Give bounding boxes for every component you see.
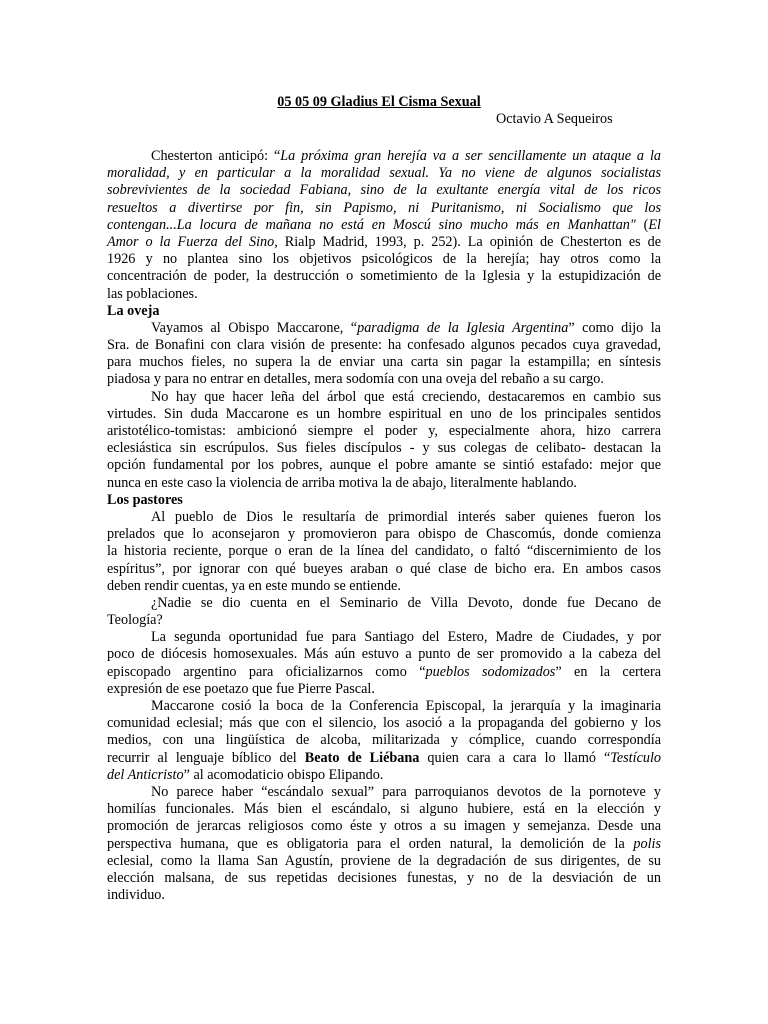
pastores-paragraph-1: Al pueblo de Dios le resultaría de primordial interés saber quienes fueron los prelados que lo aconsejaron y promovieron para obispo de Chascomús, donde comienza la historia reciente, porque o eran de la línea del candidato, o faltó “discernimiento de los espíritus”, por ignorar con qué bueyes araban o qué clase de bicho era. En ambos casos deben rendir cuentas, ya en este mundo se entiende. [107,508,661,594]
document-page [107,94,661,904]
intro-paragraph: Chesterton anticipó: “La próxima gran herejía va a ser sencillamente un ataque a la moralidad, y en particular a la moralidad sexual. Ya no viene de algunos socialistas sobrevivientes de la sociedad Fabiana, sino de la exultante energía vital de los ricos resueltos a divertirse por fin, sin Papismo, ni Puritanismo, ni Socialismo que los contengan...La locura de mañana no está en Moscú sino mucho más en Manhattan" (El Amor o la Fuerza del Sino, Rialp Madrid, 1993, p. 252). La opinión de Chesterton es de 1926 y no plantea sino los objetivos psicológicos de la herejía; hay otros como la concentración de poder, la destrucción o sometimiento de la Iglesia y la estupidización de las poblaciones. [107,148,661,302]
pastores-paragraph-4: Maccarone cosió la boca de la Conferencia Episcopal, la jerarquía y la imaginaria comunidad eclesial; más que con el silencio, los asoció a la propaganda del gobierno y los medios, con una lingüística de alcoba, militarizada y cómplice, cuando correspondía recurrir al lenguaje bíblico del Beato de Liébana quien cara a cara lo llamó “Testículo del Anticristo” al acomodaticio obispo Elipando. [107,698,661,783]
pastores-paragraph-5: No parece haber “escándalo sexual” para parroquianos devotos de la pornoteve y homilías funcionales. Más bien el escándalo, si alguno hubiere, está en la elección y promoción de jerarcas religiosos como éste y otros a su imagen y semejanza. Desde una perspectiva humana, que es obligatoria para el orden natural, la demolición de la polis eclesial, como la llama San Agustín, proviene de la degradación de sus dirigentes, de su elección malsana, de sus repetidas decisiones funestas, y no de la desviación de un individuo. [107,783,661,904]
section-heading-pastores: Los pastores [107,491,183,508]
oveja-paragraph-1: Vayamos al Obispo Maccarone, “paradigma de la Iglesia Argentina” como dijo la Sra. de Bonafini con clara visión de presente: ha confesado algunos pecados cuya gravedad, para muchos fieles, no supera la de enviar una carta sin pagar la estampilla; en síntesis piadosa y para no entrar en detalles, mera sodomía con una oveja del rebaño a su cargo. [107,319,661,388]
oveja-paragraph-2: No hay que hacer leña del árbol que está creciendo, destacaremos en cambio sus virtudes. Sin duda Maccarone es un hombre espiritual en uno de los principales sentidos aristotélico-tomistas: ambicionó siempre el poder y, especialmente ahora, hizo carrera eclesiástica sin escrúpulos. Sus fieles discípulos - y sus colegas de celibato- destacan la opción fundamental por los pobres, aunque el pobre amante se sintió estafado: mejor que nunca en este caso la violencia de arriba motiva la de abajo, literalmente hablando. [107,388,661,491]
document-title: 05 05 09 Gladius El Cisma Sexual [277,94,481,110]
pastores-paragraph-3: La segunda oportunidad fue para Santiago del Estero, Madre de Ciudades, y por poco de diócesis homosexuales. Más aún estuvo a punto de ser promovido a la cabeza del episcopado argentino para oficializarnos como “pueblos sodomizados” en la certera expresión de ese poetazo que fue Pierre Pascal. [107,629,661,697]
section-heading-oveja: La oveja [107,302,160,319]
pastores-paragraph-2: ¿Nadie se dio cuenta en el Seminario de Villa Devoto, donde fue Decano de Teología? [107,594,661,629]
author-name: Octavio A Sequeiros [496,111,613,127]
